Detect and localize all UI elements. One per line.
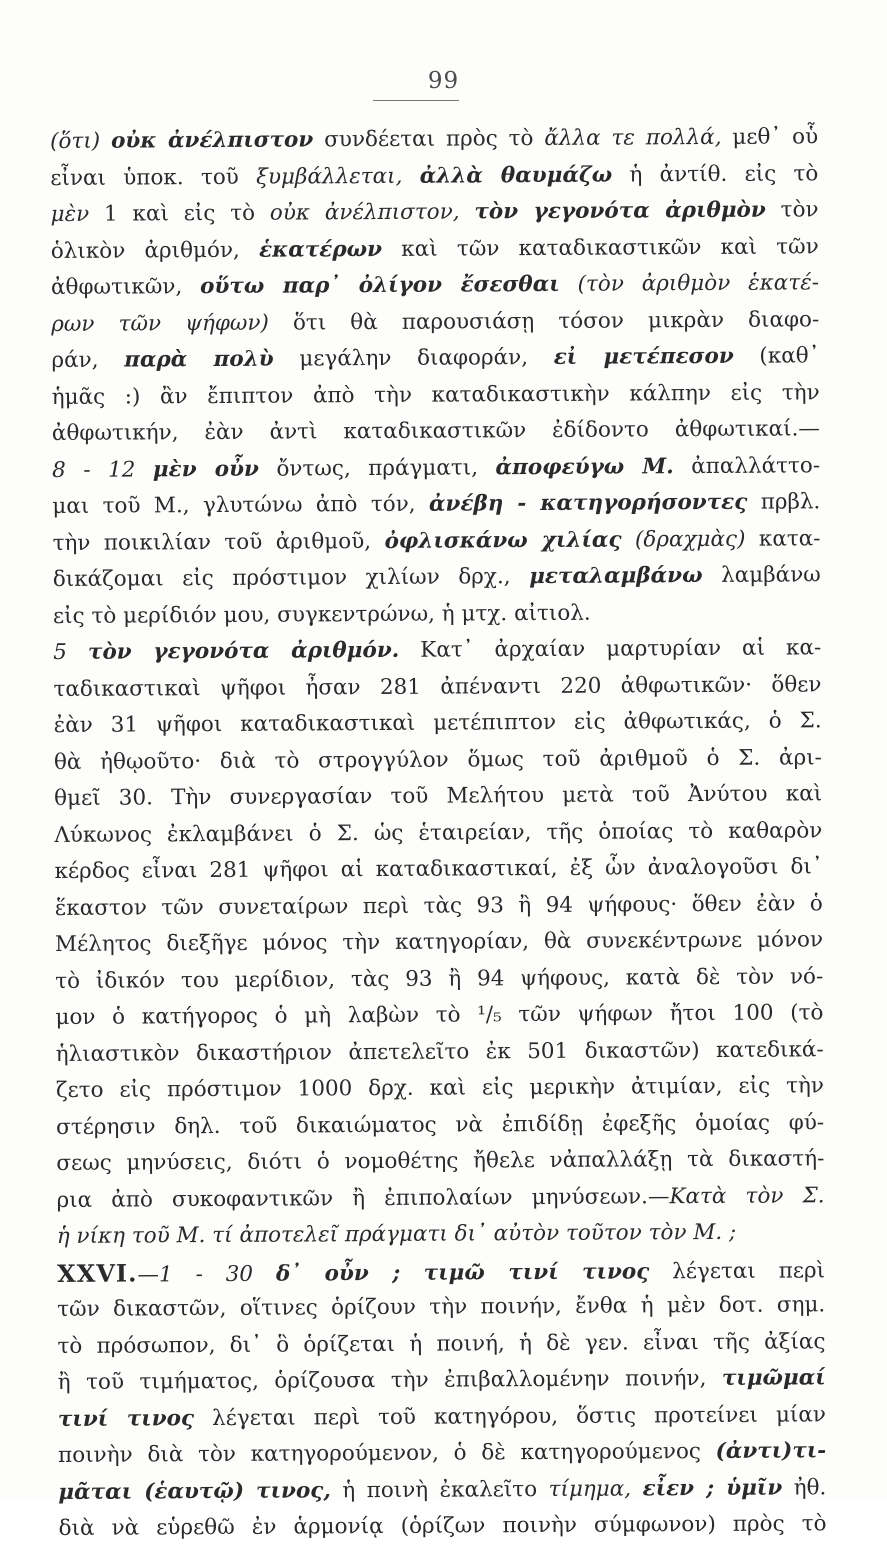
text-run: ἀπαλλάττο- (673, 452, 821, 479)
text-run: σεως μηνύσεις, διότι ὁ νομοθέτης ἤθελε νἀπαλλάξῃ τὰ δικαστή- (56, 1146, 825, 1176)
text-run: ποινὴν διὰ τὸν κατηγορούμενον, ὁ δὲ κατηγορούμενος (58, 1438, 716, 1468)
text-run: (ἀντι)τι- (715, 1438, 827, 1464)
text-run (253, 1261, 276, 1286)
text-run (135, 457, 153, 482)
text-line (53, 667, 821, 708)
text-run: ἀθφωτικήν, ἐὰν ἀντὶ καταδικαστικῶν ἐδίδοντο ἀθφωτικαί.— (51, 416, 820, 446)
text-run: στέρησιν δηλ. τοῦ δικαιώματος νὰ ἐπιδίδῃ ἐφεξῆς ὁμοίας φύ- (56, 1109, 825, 1140)
text-run: ὁλικὸν ἀριθμόν, (50, 237, 260, 264)
text-run: 1 καὶ εἰς τὸ (89, 200, 270, 227)
text-run: ρων τῶν ψήφων) (51, 310, 269, 337)
text-line (52, 484, 820, 525)
text-run (67, 640, 88, 665)
text-line (56, 1032, 824, 1073)
text-run: εἰ μετέπεσον (553, 343, 734, 370)
text-line (51, 302, 819, 343)
text-run: (δραχμὰς) (634, 526, 746, 552)
text-run: τινί τινος (57, 1405, 195, 1432)
text-run: μεθ᾽ οὗ (721, 124, 819, 150)
text-run: τὸ πρόσωπον, δι᾽ ὃ ὁρίζεται ἡ ποινή, ἡ δὲ γεν. εἶναι τῆς ἀξίας (57, 1328, 826, 1359)
text-line (52, 521, 820, 562)
text-line (53, 594, 821, 635)
text-line (51, 265, 819, 306)
text-run (560, 272, 578, 297)
page-number-rule (373, 100, 459, 101)
text-run: ταδικαστικαὶ ψῆφοι ἦσαν 281 ἀπέναντι 220 ἀθφωτικῶν· ὅθεν (53, 671, 822, 702)
text-line (50, 156, 818, 197)
text-run: λέγεται περὶ (649, 1257, 826, 1284)
section-heading: XXVI. (56, 1257, 138, 1288)
text-run: μᾶται (ἑαυτῷ) τινος, (58, 1477, 331, 1505)
text-line (53, 630, 821, 671)
text-run (460, 199, 475, 224)
text-run: ἡ ἀντίθ. εἰς τὸ (612, 160, 819, 188)
text-run: Λύκωνος ἐκλαμβάνει ὁ Σ. ὡς ἑταιρείαν, τῆς ὁποίας τὸ καθαρὸν (54, 817, 823, 848)
text-run: κατα- (745, 525, 821, 552)
text-line (57, 1214, 825, 1255)
text-run: τὸν γεγονότα ἀριθμὸν (474, 197, 766, 225)
text-run: ἠθ. (782, 1474, 827, 1501)
text-run: εἰς τὸ μερίδιόν μου, συγκεντρώνω, ἡ μτχ. αἰτιολ. (52, 600, 591, 629)
text-run: ἡ νίκη τοῦ Μ. τί ἀποτελεῖ πράγματι δι᾽ αὐτὸν τοῦτον τὸν Μ. ; (56, 1219, 737, 1249)
text-run: οὐκ ἀνέλπιστον (110, 127, 314, 154)
text-line (54, 849, 822, 890)
text-line (54, 813, 822, 854)
text-run: ὅτι θὰ παρουσιάσῃ τόσον μικρὰν διαφο- (268, 306, 820, 336)
text-run: ἢ τοῦ τιμήματος, ὁρίζουσα τὴν ἐπιβαλλομένην ποινήν, (57, 1365, 722, 1395)
text-run: ράν, (51, 347, 125, 373)
text-line (58, 1470, 826, 1511)
text-run: (τὸν ἀριθμὸν ἑκατέ- (577, 270, 820, 297)
text-line (58, 1360, 826, 1401)
text-run: Κατ᾽ ἀρχαίαν μαρτυρίαν αἱ κα- (399, 635, 822, 663)
text-run: μεταλαμβάνω (529, 563, 703, 590)
text-line (52, 375, 820, 416)
text-run: ἕκαστον τῶν συνεταίρων περὶ τὰς 93 ἢ 94 ψήφους· ὅθεν ἐὰν ὁ (54, 890, 823, 921)
text-line (52, 448, 820, 489)
text-run (631, 1476, 643, 1501)
text-run: ἡ ποινὴ ἐκαλεῖτο (330, 1476, 549, 1503)
text-line (51, 338, 819, 379)
text-line (55, 922, 823, 963)
text-run: εἶεν ; ὑμῖν (642, 1475, 783, 1501)
text-line (58, 1397, 826, 1438)
text-run: διὰ νὰ εὑρεθῶ ἐν ἁρμονίᾳ (ὁρίζων ποινὴν σύμφωνον) πρὸς τὸ (58, 1511, 827, 1541)
text-run: ἀνέβη - κατηγορήσοντες (428, 489, 748, 517)
text-run: ἀλλὰ θαυμάζω (419, 162, 613, 189)
text-line (56, 1141, 824, 1182)
text-run: ὄντως, πράγματι, (258, 454, 496, 482)
text-run: Μέλητος διεξῆγε μόνος τὴν κατηγορίαν, θὰ συνεκέντρωνε μόνον (54, 927, 824, 957)
text-run: θὰ ἠθῳοῦτο· διὰ τὸ στρογγύλον ὅμως τοῦ ἀριθμοῦ ὁ Σ. ἀρι- (53, 744, 822, 775)
text-line (56, 1068, 824, 1109)
text-line (58, 1506, 826, 1547)
text-run: (καθ᾽ (733, 343, 820, 369)
text-run: μεγάλην διαφοράν, (273, 344, 554, 372)
text-run (621, 527, 635, 552)
text-run: λαμβάνω (702, 562, 821, 589)
text-line (56, 1178, 824, 1219)
text-run: ἀθφωτικῶν, (50, 274, 201, 300)
text-run: Κατὰ τὸν Σ. (669, 1182, 825, 1209)
body-text (50, 119, 827, 1547)
text-line (55, 886, 823, 927)
text-run: 5 (53, 639, 67, 665)
text-run: κέρδος εἶναι 281 ψῆφοι αἱ καταδικαστικαί, ἐξ ὧν ἀναλογοῦσι δι᾽ (54, 854, 823, 884)
text-line (54, 703, 822, 744)
text-run: ἀποφεύγω Μ. (495, 453, 674, 480)
text-line (52, 411, 820, 452)
text-run (402, 163, 419, 188)
text-run: 1 - 30 (158, 1261, 254, 1287)
text-run: μὲν οὖν (152, 456, 260, 482)
text-run: τὸν (765, 197, 819, 223)
text-line (50, 192, 818, 233)
text-run: ὀφλισκάνω χιλίας (384, 527, 622, 554)
text-line (55, 995, 823, 1036)
text-run: θμεῖ 30. Τὴν συνεργασίαν τοῦ Μελήτου μετὰ τοῦ Ἀνύτου καὶ (54, 781, 823, 811)
text-run: (ὅτι) (50, 128, 112, 154)
text-run: τίμημα, (548, 1475, 632, 1502)
text-run: μαι τοῦ Μ., γλυτώνω ἀπὸ τόν, (52, 491, 430, 519)
text-run: τὴν ποικιλίαν τοῦ ἀριθμοῦ, (52, 528, 385, 556)
text-run: τιμῶμαί (721, 1365, 826, 1391)
text-run: — (137, 1261, 160, 1287)
text-line (54, 776, 822, 817)
text-run: οὕτω παρ᾽ ὀλίγον ἔσεσθαι (200, 271, 560, 300)
text-run: δικάζομαι εἰς πρόστιμον χιλίων δρχ., (52, 564, 530, 592)
text-run: οὐκ ἀνέλπιστον, (269, 199, 460, 226)
text-run: τὸν γεγονότα ἀριθμόν. (87, 637, 400, 665)
text-run: ἑκατέρων (258, 236, 383, 263)
text-line (55, 959, 823, 1000)
text-run: ἄλλα τε πολλά, (544, 124, 722, 151)
text-run: λέγεται περὶ τοῦ κατηγόρου, ὅστις προτείνει μίαν (193, 1401, 826, 1431)
text-run: ρια ἀπὸ συκοφαντικῶν ἢ ἐπιπολαίων μηνύσεων.— (56, 1183, 670, 1213)
text-run: τὸ ἰδικόν του μερίδιον, τὰς 93 ἢ 94 ψήφους, κατὰ δὲ τὸν νό- (55, 963, 824, 994)
text-run: ἡμᾶς :) ἂν ἔπιπτον ἀπὸ τὴν καταδικαστικὴν κάλπην εἰς τὴν (51, 379, 820, 410)
text-run: παρὰ πολὺ (124, 346, 274, 373)
page-number: 99 (427, 68, 460, 94)
text-line (57, 1251, 825, 1292)
text-run: ζετο εἰς πρόστιμον 1000 δρχ. καὶ εἰς μερικὴν ἀτιμίαν, εἰς τὴν (55, 1073, 824, 1103)
text-run: συνδέεται πρὸς τὸ (313, 125, 545, 153)
text-run: ξυμβάλλεται, (256, 163, 403, 190)
text-line (54, 740, 822, 781)
text-run: πρβλ. (747, 489, 821, 515)
text-run: τῶν δικαστῶν, οἵτινες ὁρίζουν τὴν ποινήν, ἔνθα ἡ μὲν δοτ. σημ. (57, 1292, 826, 1322)
text-run: δ᾽ οὖν ; τιμῶ τινί τινος (275, 1258, 650, 1287)
text-run: μὲν (50, 201, 90, 227)
text-line (57, 1287, 825, 1328)
text-run: ἐὰν 31 ψῆφοι καταδικαστικαὶ μετέπιπτον εἰς ἀθφωτικάς, ὁ Σ. (53, 708, 822, 738)
text-line (53, 557, 821, 598)
text-run: ἡλιαστικὸν δικαστήριον ἀπετελεῖτο ἐκ 501 δικαστῶν) κατεδικά- (55, 1036, 824, 1067)
text-line (56, 1105, 824, 1146)
text-run: μον ὁ κατήγορος ὁ μὴ λαβὼν τὸ ¹/₅ τῶν ψήφων ἤτοι 100 (τὸ (55, 1000, 824, 1030)
text-line (58, 1433, 826, 1474)
text-run: 8 - 12 (52, 456, 136, 483)
text-line (51, 229, 819, 270)
text-run: εἶναι ὑποκ. τοῦ (50, 164, 257, 191)
text-line (50, 119, 818, 160)
text-run: καὶ τῶν καταδικαστικῶν καὶ τῶν (381, 233, 819, 262)
text-line (57, 1324, 825, 1365)
